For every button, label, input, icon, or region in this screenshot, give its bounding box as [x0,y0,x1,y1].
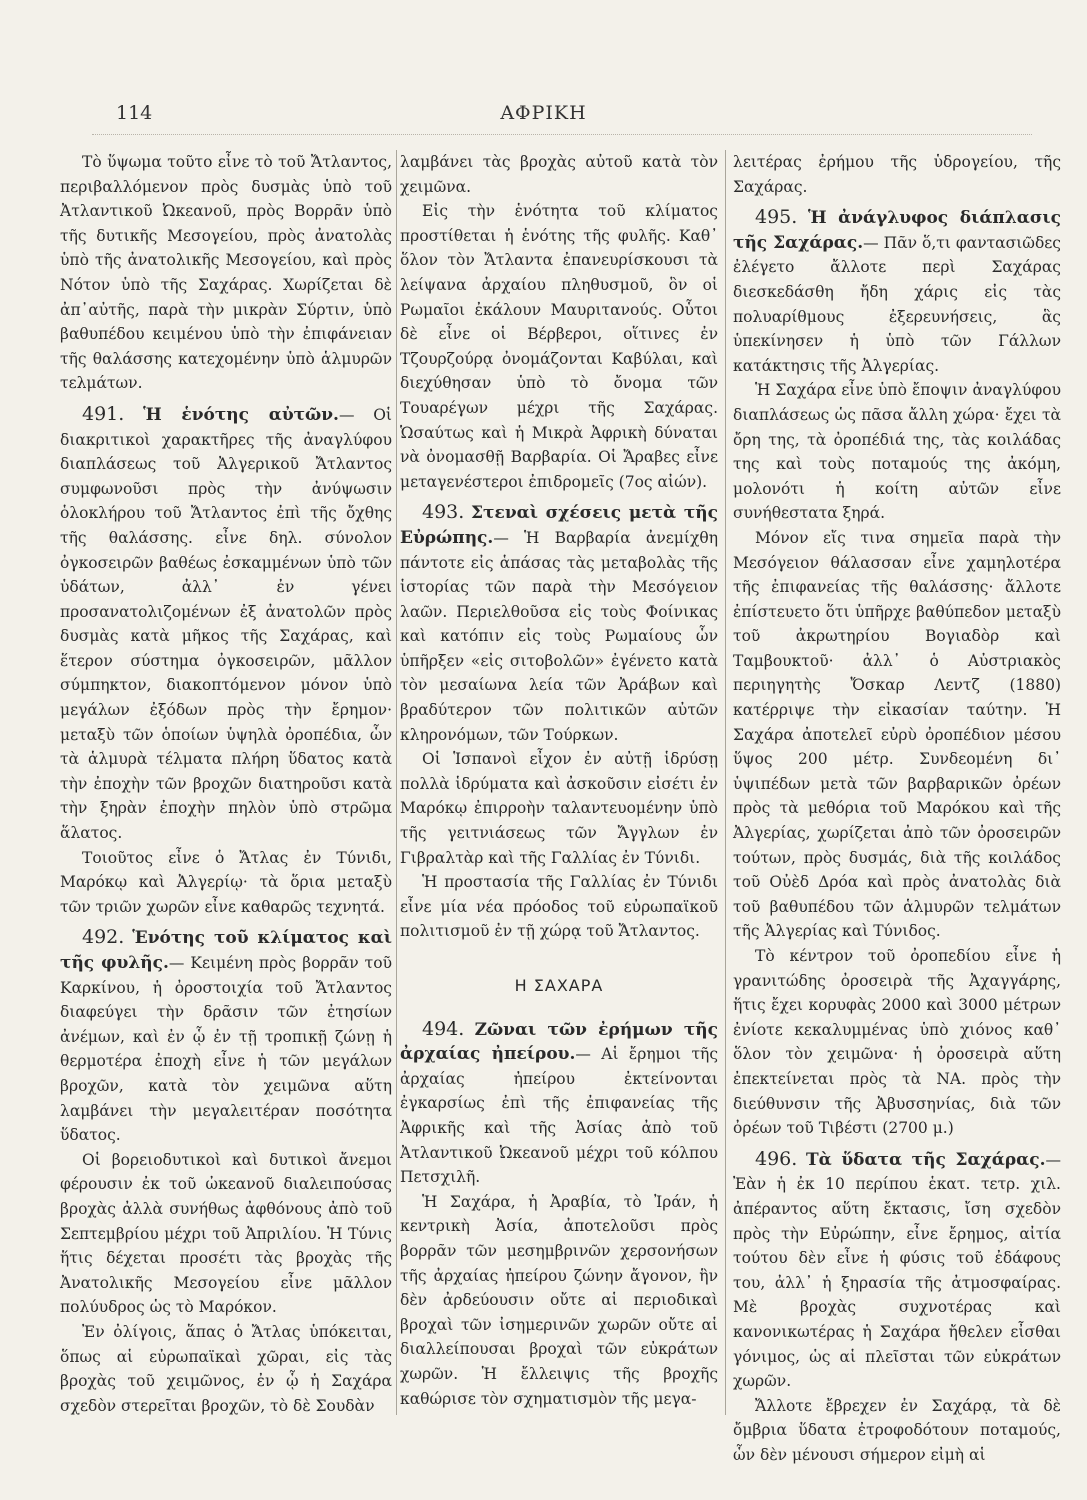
section-title: Τὰ ὕδατα τῆς Σαχάρας. [805,1149,1046,1170]
paragraph: Μόνον εἴς τινα σημεῖα παρὰ τὴν Μεσόγειον θάλασσαν εἶνε χαμηλοτέρα τῆς ἐπιφανείας τῆς θαλάσσης· ἄλλοτε ἐπίστευετο ὅτι ὑπῆρχε βαθύπεδον μεταξὺ τοῦ ἀκρωτηρίου Βογιαδὸρ καὶ Ταμβουκτοῦ· ἀλλ᾽ ὁ Αὐστριακὸς περιηγητὴς Ὄσκαρ Λεντζ (1880) κατέρριψε τὴν εἰκασίαν ταύτην. Ἡ Σαχάρα ἀποτελεῖ εὐρὺ ὀροπέδιον μέσου ὕψος 200 μέτρ. Συνδεομένη δι᾽ ὑψιπέδων μετὰ τῶν βαρβαρικῶν ὀρέων πρὸς τὰ μεθόρια τοῦ Μαρόκου καὶ τῆς Ἀλγερίας, χωρίζεται ἀπὸ τῶν ὀροσειρῶν τούτων, πρὸς δυσμάς, διὰ τῆς κοιλάδος τοῦ Οὐὲδ Δρόα καὶ πρὸς ἀνατολὰς διὰ τοῦ βαθυπέδου τῶν ἁλμυρῶν τελμάτων τῆς Ἀλγερίας καὶ Τύνιδος. [733,528,1061,941]
section-title: Ἑνότης τοῦ κλίματος καὶ τῆς φυλῆς. [60,928,392,973]
paragraph: Τοιοῦτος εἶνε ὁ Ἄτλας ἐν Τύνιδι, Μαρόκῳ καὶ Ἀλγερίῳ· τὰ ὅρια μεταξὺ τῶν τριῶν χωρῶν εἶνε καθαρῶς τεχνητά. [60,848,392,916]
section-text: — Ἡ Βαρβαρία ἀνεμίχθη πάντοτε εἰς ἁπάσας τὰς μεταβολὰς τῆς ἱστορίας τῶν παρὰ τὴν Μεσόγειον λαῶν. Περιελθοῦσα εἰς τοὺς Φοίνικας καὶ κατόπιν εἰς τοὺς Ρωμαίους ὧν ὑπῆρξεν «εἰς σιτοβολῶν» ἐγένετο κατὰ τὸν μεσαίωνα λεία τῶν Ἀράβων καὶ βραδύτερον τῶν πολιτικῶν αὐτῶν κληρονόμων, τῶν Τούρκων. [400,528,718,744]
section-title: Ἡ ἀνάγλυφος διάπλασις τῆς Σαχάρας. [733,208,1061,253]
section-text: — Οἱ διακριτικοὶ χαρακτῆρες τῆς ἀναγλύφου διαπλάσεως τοῦ Ἀλγερικοῦ Ἄτλαντος συμφωνοῦσι πρὸς τὴν ἀνύψωσιν ὁλοκλήρου τοῦ Ἄτλαντος ἐπὶ τῆς ὄχθης τῆς θαλάσσης. εἶνε δηλ. σύνολον ὀγκοσειρῶν βαθέως ἐσκαμμένων ὑπὸ τῶν ὑδάτων, ἀλλ᾽ ἐν γένει προσανατολιζομένων ἐξ ἀνατολῶν πρὸς δυσμὰς κατὰ μῆκος τῆς Σαχάρας, καὶ ἕτερον σύστημα ὀγκοσειρῶν, μᾶλλον σύμπηκτον, διακοπτόμενον μόνον ὑπὸ μεγάλων ἐξόδων πρὸς τὴν ἔρημον· μεταξὺ τῶν ὁποίων ὑψηλὰ ὀροπέδια, ὧν τὰ ἁλμυρὰ τέλματα πλήρη ὕδατος κατὰ τὴν ἐποχὴν τῶν βροχῶν διατηροῦσι κατὰ τὴν ξηρὰν ἐποχὴν πηλὸν ὑπὸ στρῶμα ἅλατος. [60,405,392,843]
page-header [0,102,1087,138]
paragraph: Οἱ Ἱσπανοὶ εἶχον ἐν αὐτῇ ἱδρύσῃ πολλὰ ἱδρύματα καὶ ἀσκοῦσιν εἰσέτι ἐν Μαρόκῳ ἐπιρροὴν ταλαντευομένην ὑπὸ τῆς γειτνιάσεως τῶν Ἄγγλων ἐν Γιβραλτὰρ καὶ τῆς Γαλλίας ἐν Τύνιδι. [400,750,718,867]
chapter-heading: Η ΣΑΧΑΡΑ [514,976,604,995]
section-493 [400,500,718,747]
header-rule [92,134,1032,135]
section-number: 491. [82,402,125,425]
paragraph: Τὸ κέντρον τοῦ ὀροπεδίου εἶνε ἡ γρανιτώδης ὀροσειρὰ τῆς Ἀχαγγάρης, ἥτις ἔχει κορυφὰς 2000 καὶ 3000 μέτρων ἐνίοτε κεκαλυμμένας ὑπὸ χιόνος καθ᾽ ὅλον τὸν χειμῶνα· ἡ ὀροσειρὰ αὕτη ἐπεκτείνεται πρὸς τὰ ΝΑ. πρὸς τὴν διεύθυνσιν τῆς Ἀβυσσηνίας, διὰ τῶν ὀρέων τοῦ Τιβέστι (2700 μ.) [733,947,1061,1138]
running-title: ΑΦΡΙΚΗ [500,102,587,124]
section-number: 495. [755,206,798,229]
paragraph: Τὸ ὕψωμα τοῦτο εἶνε τὸ τοῦ Ἄτλαντος, περιβαλλόμενον πρὸς δυσμὰς ὑπὸ τοῦ Ἀτλαντικοῦ Ὠκεανοῦ, πρὸς Βορρᾶν ὑπὸ τῆς δυτικῆς Μεσογείου, πρὸς ἀνατολὰς ὑπὸ τῆς ἀνατολικῆς Μεσογείου, καὶ πρὸς Νότον ὑπὸ τῆς Σαχάρας. Χωρίζεται δὲ ἀπ᾽αὐτῆς, παρὰ τὴν μικρὰν Σύρτιν, ὑπὸ βαθυπέδου κειμένου ὑπὸ τὴν ἐπιφάνειαν τῆς θαλάσσης κατεχομένην ὑπὸ ἁλμυρῶν τελμάτων. [60,153,392,393]
page-number: 114 [116,102,153,124]
section-text: — Ἐὰν ἡ ἐκ 10 περίπου ἑκατ. τετρ. χιλ. ἀπέραντος αὕτη ἔκτασις, ἴση σχεδὸν πρὸς τὴν Εὐρώπην, εἶνε ἔρημος, αἰτία τούτου δὲν εἶνε ἡ φύσις τοῦ ἐδάφους του, ἀλλ᾽ ἡ ξηρασία τῆς ἀτμοσφαίρας. Μὲ βροχὰς συχνοτέρας καὶ κανονικωτέρας ἡ Σαχάρα ἤθελεν εἶσθαι γόνιμος, ὡς αἱ πλεῖσται τῶν εὐκράτων χωρῶν. [733,1150,1061,1391]
section-title: Ζῶναι τῶν ἐρήμων τῆς ἀρχαίας ἠπείρου. [400,1019,719,1065]
text-column-middle [400,150,718,1411]
paragraph: Ἡ Σαχάρα, ἡ Ἀραβία, τὸ Ἰράν, ἡ κεντρικὴ Ἀσία, ἀποτελοῦσι πρὸς βορρᾶν τῶν μεσημβρινῶν χερσονήσων τῆς ἀρχαίας ἠπείρου ζώνην ἄγονον, ἣν δὲν ἀρδεύουσιν οὔτε αἱ περιοδικαὶ βροχαὶ τῶν ἰσημερινῶν χωρῶν οὔτε αἱ διαλλείπουσαι βροχαὶ τῶν εὐκράτων χωρῶν. Ἡ ἔλλειψις τῆς βροχῆς καθώρισε τὸν σχηματισμὸν τῆς μεγα- [400,1192,718,1408]
section-number: 493. [422,501,465,524]
section-496 [733,1147,1061,1394]
section-text: — Κειμένη πρὸς βορρᾶν τοῦ Καρκίνου, ἡ ὀροστοιχία τοῦ Ἄτλαντος διαφεύγει τὴν δρᾶσιν τῶν ἐτησίων ἀνέμων, καὶ ἐν ᾧ ἐν τῇ τροπικῇ ζώνῃ ἡ θερμοτέρα ἐποχὴ εἶνε ἡ τῶν μεγάλων βροχῶν, κατὰ τὸν χειμῶνα αὕτη λαμβάνει τὴν μεγαλειτέραν ποσότητα ὕδατος. [60,954,392,1145]
column-divider [396,150,397,1415]
text-column-left [60,150,392,1418]
section-number: 496. [755,1147,798,1170]
section-491 [60,402,392,846]
section-495 [733,205,1061,378]
section-title: Στεναὶ σχέσεις μετὰ τῆς Εὐρώπης. [400,503,718,548]
paragraph: Ἄλλοτε ἔβρεχεν ἐν Σαχάρᾳ, τὰ δὲ ὄμβρια ὕδατα ἐτροφοδότουν ποταμούς, ὧν δὲν μένουσι σήμερον εἰμὴ αἱ [733,1396,1061,1464]
paragraph: Ἡ Σαχάρα εἶνε ὑπὸ ἔποψιν ἀναγλύφου διαπλάσεως ὡς πᾶσα ἄλλη χώρα· ἔχει τὰ ὄρη της, τὰ ὀροπέδιά της, τὰς κοιλάδας της καὶ τοὺς ποταμούς της ἀκόμη, μολονότι ἡ κοίτη αὐτῶν εἶνε συνήθεστατα ξηρά. [733,381,1061,523]
paragraph: Ἡ προστασία τῆς Γαλλίας ἐν Τύνιδι εἶνε μία νέα πρόοδος τοῦ εὐρωπαϊκοῦ πολιτισμοῦ ἐν τῇ χώρᾳ τοῦ Ἄτλαντος. [400,873,718,941]
paragraph: Οἱ βορειοδυτικοὶ καὶ δυτικοὶ ἄνεμοι φέρουσιν ἐκ τοῦ ὠκεανοῦ διαλειπούσας βροχὰς ἀλλὰ συνήθως ἀφθόνους ἀπὸ τοῦ Σεπτεμβρίου μέχρι τοῦ Ἀπριλίου. Ἡ Τύνις ἥτις δέχεται προσέτι τὰς βροχὰς τῆς Ἀνατολικῆς Μεσογείου εἶνε μᾶλλον πολύυδρος ὡς τὸ Μαρόκον. [60,1150,392,1317]
section-title: Ἡ ἑνότης αὐτῶν. [143,404,339,425]
paragraph: λαμβάνει τὰς βροχὰς αὐτοῦ κατὰ τὸν χειμῶνα. [400,153,718,196]
column-divider [725,150,726,1415]
paragraph: Εἰς τὴν ἑνότητα τοῦ κλίματος προστίθεται ἡ ἑνότης τῆς φυλῆς. Καθ᾽ ὅλον τὸν Ἄτλαντα ἐπανευρίσκουσι τὰ λείψανα ἀρχαίου πληθυσμοῦ, ὃν οἱ Ρωμαῖοι ἐκάλουν Μαυριτανούς. Οὗτοι δὲ εἶνε οἱ Βέρβεροι, οἵτινες ἐν Τζουρζούρᾳ ὀνομάζονται Καβύλαι, καὶ διεχύθησαν ὑπὸ τὸ ὄνομα τῶν Τουαρέγων μέχρι τῆς Σαχάρας. Ὡσαύτως καὶ ἡ Μικρὰ Ἀφρικὴ δύναται νὰ ὀνομασθῇ Βαρβαρία. Οἱ Ἄραβες εἶνε μεταγενέστεροι ἐπιδρομεῖς (7ος αἰών). [400,202,718,491]
paragraph: λειτέρας ἐρήμου τῆς ὑδρογείου, τῆς Σαχάρας. [733,153,1061,196]
section-492 [60,925,392,1147]
section-number: 492. [82,926,125,949]
section-text: — Αἱ ἔρημοι τῆς ἀρχαίας ἠπείρου ἐκτείνονται ἐγκαρσίως ἐπὶ τῆς ἐπιφανείας τῆς Ἀφρικῆς καὶ τῆς Ἀσίας ἀπὸ τοῦ Ἀτλαντικοῦ Ὠκεανοῦ μέχρι τοῦ κόλπου Πετσχιλῆ. [400,1045,718,1187]
paragraph: Ἐν ὀλίγοις, ἅπας ὁ Ἄτλας ὑπόκειται, ὅπως αἱ εὐρωπαϊκαὶ χῶραι, εἰς τὰς βροχὰς τοῦ χειμῶνος, ἐν ᾧ ἡ Σαχάρα σχεδὸν στερεῖται βροχῶν, τὸ δὲ Σουδὰν [60,1322,392,1415]
section-number: 494. [422,1017,465,1040]
section-text: — Πᾶν ὅ,τι φαντασιῶδες ἐλέγετο ἄλλοτε περὶ Σαχάρας διεσκεδάσθη ἤδη χάρις εἰς τὰς πολυαρίθμους ἐξερευνήσεις, ἃς ὑπεκίνησεν ἡ ὑπὸ τῶν Γάλλων κατάκτησις τῆς Ἀλγερίας. [733,233,1061,375]
text-column-right [733,150,1061,1467]
section-494 [400,1017,718,1190]
